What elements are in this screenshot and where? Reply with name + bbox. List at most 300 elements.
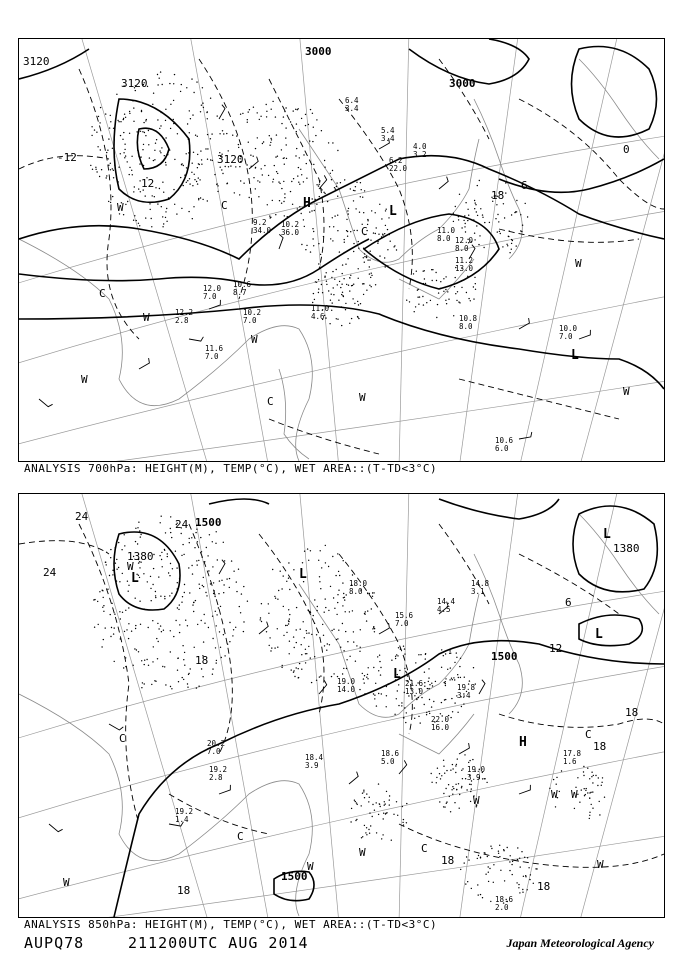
wet-dot (157, 203, 158, 204)
wet-dot (364, 675, 365, 676)
wet-dot (110, 549, 111, 550)
wet-dot (264, 165, 265, 166)
wet-dot (202, 585, 203, 586)
warm-center: W (473, 794, 480, 807)
wet-dot (177, 133, 178, 134)
wet-dot (331, 179, 332, 180)
wet-dot (212, 566, 213, 567)
wet-dot (359, 651, 360, 652)
wet-dot (457, 291, 458, 292)
wet-dot (211, 133, 212, 134)
wet-dot (348, 208, 349, 209)
wet-dot (283, 181, 284, 182)
station-value: 18.6 2.0 (495, 895, 514, 912)
low-center: L (393, 667, 401, 682)
wet-dot (445, 681, 446, 682)
wet-dot (329, 644, 330, 645)
wet-dot (161, 552, 162, 553)
wet-dot (207, 118, 208, 119)
wet-dot (391, 660, 392, 661)
wet-dot (350, 275, 351, 276)
wet-dot (318, 243, 319, 244)
wet-dot (409, 301, 410, 302)
wet-dot (536, 868, 537, 869)
wet-dot (114, 627, 115, 628)
wet-dot (301, 669, 302, 670)
wet-dot (454, 286, 455, 287)
low-center: L (131, 571, 139, 586)
warm-center: W (251, 333, 258, 346)
wet-dot (355, 801, 356, 802)
wet-dot (373, 232, 374, 233)
wet-dot (330, 173, 331, 174)
wet-dot (432, 269, 433, 270)
wet-dot (243, 631, 244, 632)
wet-dot (371, 210, 372, 211)
warm-center: W (359, 846, 366, 859)
wet-dot (419, 296, 420, 297)
wet-dot (499, 845, 500, 846)
wet-dot (255, 148, 256, 149)
wet-dot (118, 121, 119, 122)
station-value: 10.6 8.7 (233, 280, 252, 297)
wet-dot (316, 610, 317, 611)
wet-dot (431, 683, 432, 684)
wet-dot (369, 797, 370, 798)
wet-dot (369, 833, 370, 834)
wet-dot (455, 293, 456, 294)
wet-dot (247, 601, 248, 602)
wet-dot (246, 164, 247, 165)
wet-dot (363, 294, 364, 295)
wet-dot (489, 868, 490, 869)
wet-dot (229, 578, 230, 579)
wet-dot (286, 144, 287, 145)
wet-dot (212, 674, 213, 675)
wet-dot (291, 181, 292, 182)
wet-dot (390, 241, 391, 242)
wet-dot (452, 786, 453, 787)
wet-dot (367, 610, 368, 611)
wet-dot (453, 315, 454, 316)
wet-dot (203, 577, 204, 578)
wet-dot (520, 866, 521, 867)
wet-dot (176, 567, 177, 568)
warm-center: W (623, 385, 630, 398)
wet-dot (141, 660, 142, 661)
wet-dot (452, 794, 453, 795)
wet-dot (459, 302, 460, 303)
wet-dot (364, 682, 365, 683)
wet-dot (270, 142, 271, 143)
station-value: 20.2 7.0 (207, 739, 226, 756)
wet-dot (125, 117, 126, 118)
wet-dot (374, 695, 375, 696)
wet-dot (201, 164, 202, 165)
wet-dot (353, 243, 354, 244)
wet-dot (281, 149, 282, 150)
wet-dot (348, 285, 349, 286)
wet-dot (145, 135, 146, 136)
wet-dot (521, 231, 522, 232)
wet-dot (297, 109, 298, 110)
wet-dot (182, 645, 183, 646)
wet-dot (226, 183, 227, 184)
wet-dot (282, 665, 283, 666)
wet-dot (402, 822, 403, 823)
wet-dot (303, 181, 304, 182)
wet-dot (228, 150, 229, 151)
wet-dot (313, 615, 314, 616)
temp-label: 18 (491, 189, 505, 202)
wet-dot (285, 625, 286, 626)
wet-dot (197, 564, 198, 565)
wet-dot (397, 690, 398, 691)
wet-dot (341, 284, 342, 285)
wet-dot (183, 554, 184, 555)
wet-dot (153, 568, 154, 569)
wet-dot (196, 181, 197, 182)
wet-dot (324, 160, 325, 161)
wet-dot (454, 679, 455, 680)
wet-dot (378, 670, 379, 671)
wet-dot (418, 304, 419, 305)
wet-dot (97, 601, 98, 602)
wet-dot (322, 624, 323, 625)
wet-dot (490, 901, 491, 902)
wet-dot (386, 791, 387, 792)
wet-dot (223, 542, 224, 543)
wet-dot (332, 142, 333, 143)
wet-dot (518, 884, 519, 885)
wet-dot (482, 217, 483, 218)
wet-dot (372, 804, 373, 805)
wet-dot (125, 610, 126, 611)
wet-dot (367, 678, 368, 679)
wet-dot (129, 113, 130, 114)
wet-dot (305, 649, 306, 650)
wet-dot (120, 618, 121, 619)
wet-dot (157, 119, 158, 120)
wet-dot (142, 149, 143, 150)
wet-dot (431, 782, 432, 783)
wet-dot (209, 534, 210, 535)
temp-label: 18 (441, 854, 455, 867)
cold-center: C (267, 395, 274, 408)
wet-dot (459, 794, 460, 795)
wet-dot (236, 581, 237, 582)
wet-dot (407, 675, 408, 676)
wet-dot (207, 148, 208, 149)
wind-barb (39, 399, 53, 407)
wet-dot (446, 803, 447, 804)
temp-label: 0 (623, 143, 630, 156)
wet-dot (175, 551, 176, 552)
wet-dot (405, 671, 406, 672)
wet-dot (385, 803, 386, 804)
wet-dot (90, 165, 91, 166)
wet-dot (243, 621, 244, 622)
wet-dot (235, 627, 236, 628)
wet-dot (274, 647, 275, 648)
wet-dot (464, 754, 465, 755)
wet-dot (383, 818, 384, 819)
wet-dot (320, 550, 321, 551)
wet-dot (170, 630, 171, 631)
wet-dot (138, 651, 139, 652)
wet-dot (268, 175, 269, 176)
temp-label: -12 (57, 151, 77, 164)
wet-dot (170, 563, 171, 564)
wet-dot (359, 689, 360, 690)
wet-dot (470, 791, 471, 792)
wet-dot (374, 810, 375, 811)
height-labels (127, 516, 640, 883)
wet-dot (272, 101, 273, 102)
wet-dot (455, 765, 456, 766)
wet-dot (449, 679, 450, 680)
wet-dot (443, 806, 444, 807)
wet-dot (443, 291, 444, 292)
wet-dot (310, 109, 311, 110)
wet-dot (349, 290, 350, 291)
wet-dot (336, 614, 337, 615)
wet-dot (134, 215, 135, 216)
wet-dot (346, 668, 347, 669)
wet-dot (360, 182, 361, 183)
wet-dot (284, 197, 285, 198)
wet-dot (197, 183, 198, 184)
wet-dot (212, 160, 213, 161)
wet-dot (602, 777, 603, 778)
wet-dot (446, 770, 447, 771)
wet-dot (469, 760, 470, 761)
wet-dot (135, 541, 136, 542)
wet-dot (120, 135, 121, 136)
wet-dot (208, 627, 209, 628)
temp-label: 24 (175, 518, 189, 531)
wet-dot (386, 812, 387, 813)
wet-dot (228, 166, 229, 167)
wet-dot (403, 819, 404, 820)
wet-dot (384, 805, 385, 806)
wet-dot (366, 793, 367, 794)
wet-dot (350, 231, 351, 232)
wet-dot (401, 702, 402, 703)
wet-dot (119, 611, 120, 612)
wet-dot (207, 111, 208, 112)
wet-dot (331, 277, 332, 278)
wet-dot (470, 300, 471, 301)
wet-dot (414, 707, 415, 708)
wet-dot (583, 771, 584, 772)
wet-dot (504, 880, 505, 881)
wet-dot (140, 536, 141, 537)
wet-dot (378, 814, 379, 815)
wet-dot (243, 586, 244, 587)
wet-dot (183, 659, 184, 660)
wet-dot (453, 677, 454, 678)
wet-dot (471, 788, 472, 789)
wet-dot (488, 881, 489, 882)
wet-dot (455, 772, 456, 773)
wet-dot (261, 168, 262, 169)
wet-dot (127, 581, 128, 582)
wet-dot (331, 310, 332, 311)
wet-dot (98, 116, 99, 117)
wet-dot (342, 295, 343, 296)
wet-dot (533, 883, 534, 884)
wet-dot (370, 251, 371, 252)
wet-dot (106, 177, 107, 178)
wet-dot (171, 688, 172, 689)
temp-label: 12 (141, 177, 155, 190)
wet-dot (473, 286, 474, 287)
wet-dot (181, 208, 182, 209)
wet-dot (339, 281, 340, 282)
wet-dot (100, 149, 101, 150)
wet-dot (161, 516, 162, 517)
station-value: 18.6 5.0 (381, 749, 400, 766)
wind-barb (219, 560, 225, 574)
wet-dot (352, 298, 353, 299)
wet-dot (334, 215, 335, 216)
wet-dot (238, 147, 239, 148)
wet-dot (124, 149, 125, 150)
wet-dot (229, 587, 230, 588)
wet-dot (346, 219, 347, 220)
wet-dot (191, 78, 192, 79)
wet-dot (101, 646, 102, 647)
wet-dot (369, 259, 370, 260)
wet-dot (517, 847, 518, 848)
wet-dot (207, 159, 208, 160)
wet-dot (152, 195, 153, 196)
wet-dot (457, 758, 458, 759)
wet-dot (233, 629, 234, 630)
wet-dot (250, 155, 251, 156)
valid-time: 211200UTC AUG 2014 (128, 934, 309, 952)
wet-dot (468, 762, 469, 763)
station-value: 22.0 16.0 (431, 715, 450, 732)
wet-dot (524, 857, 525, 858)
wet-dot (162, 216, 163, 217)
wet-dot (248, 142, 249, 143)
wet-dot (140, 534, 141, 535)
station-value: 4.0 3.2 (413, 142, 427, 159)
wet-dot (487, 856, 488, 857)
wet-dot (275, 156, 276, 157)
wet-dot (332, 217, 333, 218)
wet-dot (351, 808, 352, 809)
wet-dot (324, 276, 325, 277)
wet-dot (445, 699, 446, 700)
wet-dot (530, 874, 531, 875)
wet-dot (369, 273, 370, 274)
wet-dot (365, 611, 366, 612)
wet-dot (144, 660, 145, 661)
wet-dot (201, 668, 202, 669)
wet-dot (248, 111, 249, 112)
wet-dot (281, 123, 282, 124)
wet-dot (199, 179, 200, 180)
wet-dot (368, 801, 369, 802)
wet-dot (475, 202, 476, 203)
wet-dot (218, 593, 219, 594)
wet-dot (421, 697, 422, 698)
wet-dot (333, 629, 334, 630)
wet-dot (436, 317, 437, 318)
wet-dot (197, 541, 198, 542)
wet-dot (184, 665, 185, 666)
wet-dot (122, 612, 123, 613)
wet-dot (462, 768, 463, 769)
wet-dot (559, 791, 560, 792)
wet-dot (100, 107, 101, 108)
wet-dot (343, 597, 344, 598)
wet-dot (146, 119, 147, 120)
wet-dot (293, 636, 294, 637)
wet-dot (203, 586, 204, 587)
wet-dot (366, 620, 367, 621)
wet-dot (189, 542, 190, 543)
wet-dot (144, 683, 145, 684)
wet-dot (509, 252, 510, 253)
wet-dot (299, 184, 300, 185)
wet-dot (293, 672, 294, 673)
wet-dot (511, 249, 512, 250)
wet-dot (253, 177, 254, 178)
wet-dot (189, 183, 190, 184)
wet-dot (156, 638, 157, 639)
wet-dot (330, 238, 331, 239)
wet-dot (110, 557, 111, 558)
cold-center: C (361, 225, 368, 238)
wet-dot (298, 677, 299, 678)
wet-dot (439, 773, 440, 774)
wet-dot (349, 277, 350, 278)
wet-dot (309, 140, 310, 141)
wet-dot (372, 596, 373, 597)
wet-dot (500, 233, 501, 234)
wet-dot (589, 815, 590, 816)
wet-dot (174, 74, 175, 75)
wet-dot (226, 578, 227, 579)
wet-dot (188, 674, 189, 675)
wet-dot (308, 560, 309, 561)
wet-dot (164, 596, 165, 597)
wet-dot (319, 576, 320, 577)
wet-dot (376, 832, 377, 833)
wet-dot (425, 283, 426, 284)
wet-dot (336, 269, 337, 270)
isotherms (19, 524, 664, 867)
wet-dot (452, 764, 453, 765)
wet-dot (499, 856, 500, 857)
wet-dot (574, 808, 575, 809)
high-center: H (519, 735, 527, 750)
wet-dot (182, 677, 183, 678)
wet-dot (133, 121, 134, 122)
wet-dot (423, 304, 424, 305)
wet-dot (299, 663, 300, 664)
wet-dot (292, 204, 293, 205)
wet-dot (456, 652, 457, 653)
wet-dot (437, 304, 438, 305)
wet-dot (366, 290, 367, 291)
wet-dot (343, 560, 344, 561)
wet-dot (597, 785, 598, 786)
